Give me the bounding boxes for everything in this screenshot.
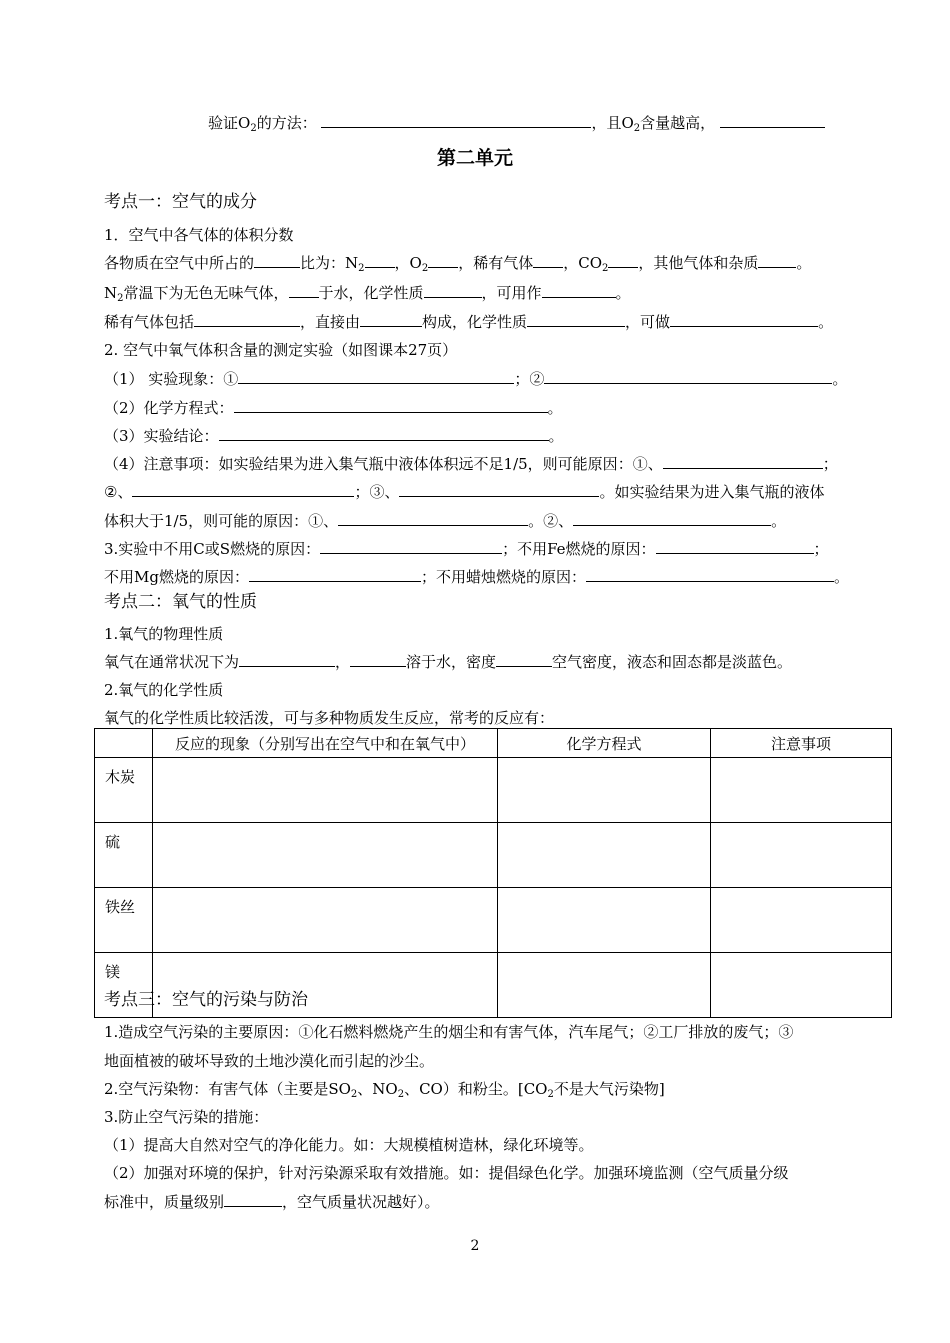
blank-field[interactable]	[234, 398, 548, 413]
q2-4: （4）注意事项：如实验结果为进入集气瓶中液体体积远不足1/5，则可能原因：①、 ；	[104, 455, 838, 473]
blank-field[interactable]	[360, 312, 422, 327]
blank-field[interactable]	[249, 567, 421, 582]
answer-cell[interactable]	[711, 823, 892, 888]
s3-l3-2: （2）加强对环境的保护，针对污染源采取有效措施。如：提倡绿色化学。加强环境监测（空气质量分级	[104, 1164, 789, 1182]
q1-line3: 稀有气体包括 ，直接由 构成，化学性质 ，可做 。	[104, 313, 834, 331]
blank-field[interactable]	[219, 426, 549, 441]
blank-field[interactable]	[320, 539, 502, 554]
s3-l1b: 地面植被的破坏导致的土地沙漠化而引起的沙尘。	[104, 1052, 435, 1070]
q1-title: 1．空气中各气体的体积分数	[104, 226, 294, 244]
blank-field[interactable]	[132, 482, 354, 497]
table-header-row	[95, 729, 892, 758]
q2-2: （2）化学方程式： 。	[104, 399, 563, 417]
page-number: 2	[470, 1238, 480, 1254]
answer-cell[interactable]	[498, 758, 711, 823]
q2-3: （3）实验结论： 。	[104, 427, 564, 445]
section1-heading: 考点一：空气的成分	[104, 192, 257, 212]
answer-cell[interactable]	[153, 823, 498, 888]
blank-field[interactable]	[350, 652, 406, 667]
s3-l1: 1.造成空气污染的主要原因：①化石燃料燃烧产生的烟尘和有害气体，汽车尾气；②工厂排放的废气；③	[104, 1023, 794, 1041]
q2-4b: ②、 ；③、 。如实验结果为进入集气瓶的液体	[104, 483, 825, 501]
unit-title: 第二单元	[436, 147, 513, 169]
table-header-cell: 注意事项	[711, 729, 892, 758]
q2-1: （1） 实验现象：① ；② 。	[104, 370, 848, 388]
blank-field[interactable]	[656, 539, 814, 554]
table-row	[95, 888, 892, 953]
blank-field[interactable]	[496, 652, 552, 667]
blank-field[interactable]	[544, 369, 832, 384]
p2-line: 氧气的化学性质比较活泼，可与多种物质发生反应，常考的反应有：	[104, 709, 555, 727]
answer-cell[interactable]	[498, 953, 711, 1018]
answer-cell[interactable]	[498, 823, 711, 888]
oxygen-verify-line: 验证$O_2$的方法： ，且$O_2$含量越高，	[208, 113, 825, 133]
section3-heading: 考点三：空气的污染与防治	[104, 990, 308, 1010]
blank-field[interactable]	[254, 253, 300, 268]
blank-field[interactable]	[238, 369, 514, 384]
q2-4c: 体积大于1/5，则可能的原因：①、 。②、 。	[104, 512, 787, 530]
table-header-cell: 反应的现象（分别写出在空气中和在氧气中）	[153, 729, 498, 758]
blank-field[interactable]	[586, 567, 834, 582]
p1-line: 氧气在通常状况下为 ， 溶于水，密度 空气密度，液态和固态都是淡蓝色。	[104, 653, 793, 671]
blank-field[interactable]	[365, 253, 395, 268]
blank-field[interactable]	[289, 283, 319, 298]
answer-cell[interactable]	[498, 888, 711, 953]
answer-cell[interactable]	[153, 758, 498, 823]
row-label: 木炭	[95, 758, 153, 823]
blank-field[interactable]	[321, 113, 591, 128]
s3-l3-3: 标准中，质量级别 ，空气质量状况越好）。	[104, 1193, 440, 1211]
blank-field[interactable]	[224, 1192, 282, 1207]
blank-field[interactable]	[758, 253, 796, 268]
row-label: 铁丝	[95, 888, 153, 953]
q1-line1: 各物质在空气中所占的 比为：$N_2$ ，$O_2$ ，稀有气体 ，$CO_2$ ，其他气体和杂质 。	[104, 254, 812, 274]
table-header-cell: 化学方程式	[498, 729, 711, 758]
table-header-cell	[95, 729, 153, 758]
blank-field[interactable]	[573, 511, 771, 526]
s3-l2: 2.空气污染物：有害气体（主要是$SO_2$、$NO_2$、CO）和粉尘。[$CO_2$不是大气污染物]	[104, 1080, 665, 1100]
row-label: 硫	[95, 823, 153, 888]
blank-field[interactable]	[527, 312, 625, 327]
blank-field[interactable]	[670, 312, 818, 327]
q3-line2: 不用Mg燃烧的原因： ；不用蜡烛燃烧的原因： 。	[104, 568, 849, 586]
answer-cell[interactable]	[153, 888, 498, 953]
answer-cell[interactable]	[711, 888, 892, 953]
q1-line2: $N_2$常温下为无色无味气体， 于水，化学性质 ，可用作 。	[104, 284, 631, 304]
blank-field[interactable]	[663, 454, 823, 469]
section2-heading: 考点二：氧气的性质	[104, 592, 257, 612]
blank-field[interactable]	[608, 253, 638, 268]
blank-field[interactable]	[194, 312, 300, 327]
blank-field[interactable]	[720, 113, 825, 128]
answer-cell[interactable]	[711, 758, 892, 823]
answer-cell[interactable]	[711, 953, 892, 1018]
q2-title: 2. 空气中氧气体积含量的测定实验（如图课本27页）	[104, 341, 458, 359]
blank-field[interactable]	[399, 482, 599, 497]
blank-field[interactable]	[338, 511, 528, 526]
blank-field[interactable]	[239, 652, 335, 667]
s3-l3: 3.防止空气污染的措施：	[104, 1108, 269, 1126]
table-row	[95, 823, 892, 888]
blank-field[interactable]	[542, 283, 616, 298]
blank-field[interactable]	[424, 283, 482, 298]
s3-l3-1: （1）提高大自然对空气的净化能力。如：大规模植树造林，绿化环境等。	[104, 1136, 594, 1154]
oxygen-reactions-table	[94, 728, 892, 1018]
table-row	[95, 758, 892, 823]
p1-title: 1.氧气的物理性质	[104, 625, 224, 643]
p2-title: 2.氧气的化学性质	[104, 681, 224, 699]
blank-field[interactable]	[428, 253, 458, 268]
blank-field[interactable]	[533, 253, 563, 268]
row-label: 镁	[95, 953, 153, 1018]
q3-line1: 3.实验中不用C或S燃烧的原因： ；不用Fe燃烧的原因： ；	[104, 540, 829, 558]
